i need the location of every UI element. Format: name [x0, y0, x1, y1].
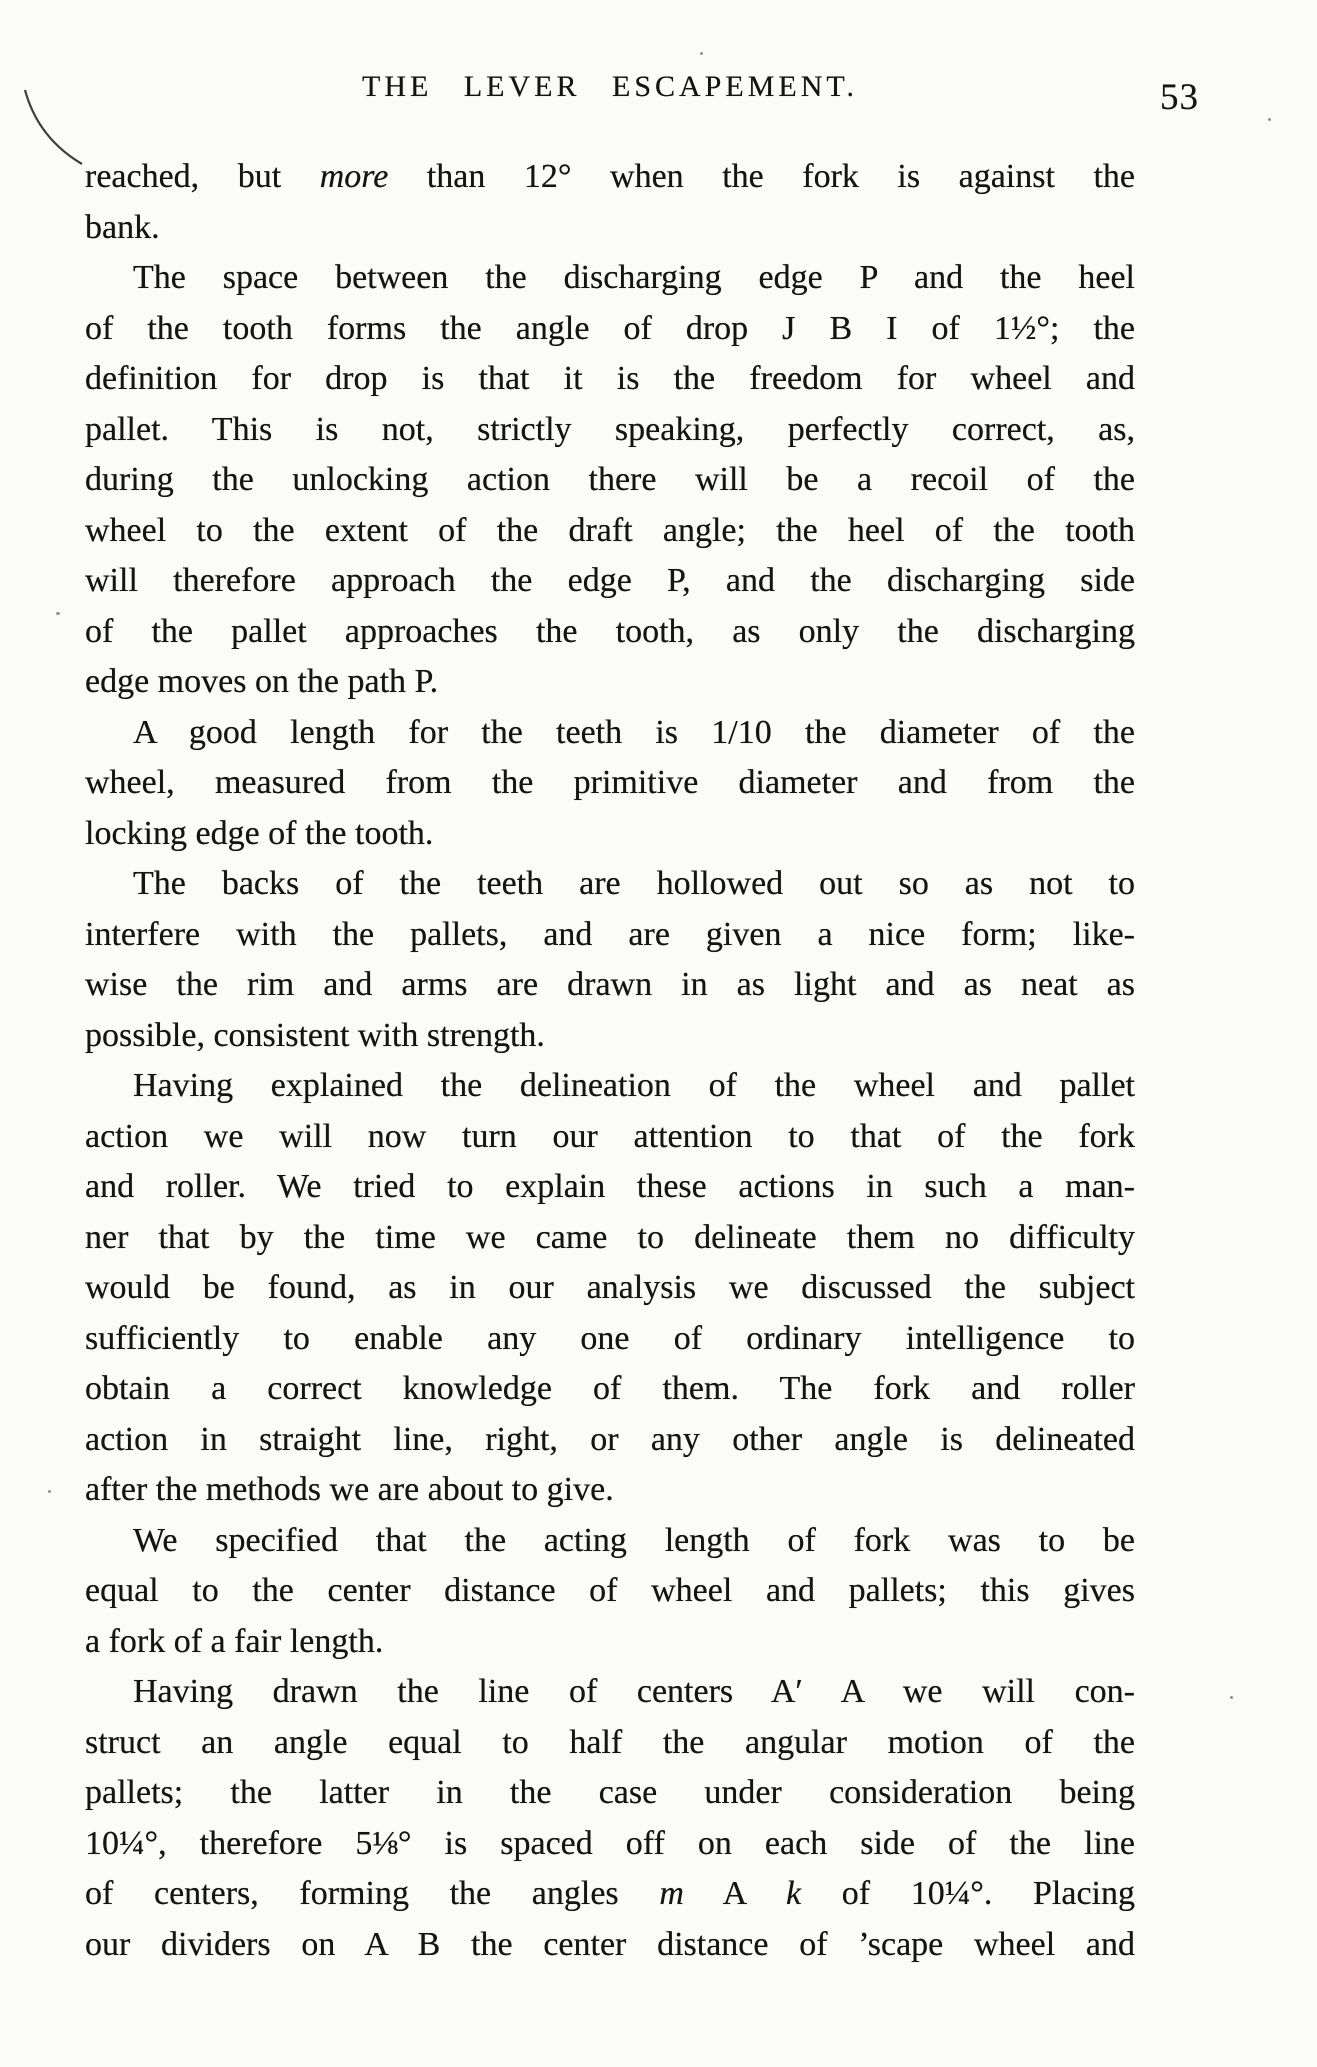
text-run: will therefore approach the edge P, and the discharging side: [85, 562, 1135, 599]
text-run: of centers, forming the angles: [85, 1875, 660, 1912]
text-run: A good length for the teeth is 1/10 the diameter of the: [133, 713, 1135, 751]
text-line: [85, 910, 1135, 961]
text-run: of the tooth forms the angle of drop J B I of 1½°; the: [85, 309, 1135, 347]
text-line: [85, 1718, 1135, 1769]
text-line: [85, 556, 1135, 607]
text-line: [85, 354, 1135, 405]
text-line: [85, 203, 1135, 254]
text-run: wheel to the extent of the draft angle; the heel of the tooth: [85, 511, 1135, 549]
running-header: [85, 70, 1135, 104]
page-body: [85, 152, 1135, 1970]
text-line: [85, 455, 1135, 506]
text-run: The backs of the teeth are hollowed out so as not to: [133, 865, 1135, 902]
text-run: We specified that the acting length of fork was to be: [133, 1521, 1135, 1559]
scan-speck: [48, 1490, 51, 1493]
scan-speck: [700, 52, 703, 55]
text-line: [85, 152, 1135, 203]
text-run: locking edge of the tooth.: [85, 814, 434, 852]
text-line: [85, 253, 1135, 304]
text-line: [85, 1667, 1135, 1718]
italic-text-run: more: [319, 158, 389, 195]
text-line: [85, 1415, 1135, 1466]
text-run: 10¼°, therefore 5⅛° is spaced off on each side of the line: [85, 1824, 1135, 1862]
page-number: 53: [1160, 77, 1199, 118]
text-line: [85, 1566, 1135, 1617]
text-line: [85, 506, 1135, 557]
text-run: of the pallet approaches the tooth, as only the discharging: [85, 612, 1135, 650]
scan-speck: [1268, 118, 1271, 121]
text-line: [85, 960, 1135, 1011]
text-line: [85, 758, 1135, 809]
text-run: and roller. We tried to explain these actions in such a man-: [85, 1168, 1135, 1205]
text-run: ner that by the time we came to delineate them no difficulty: [85, 1218, 1135, 1256]
text-run: wheel, measured from the primitive diameter and from the: [85, 764, 1135, 801]
text-run: sufficiently to enable any one of ordinary intelligence to: [85, 1319, 1135, 1357]
text-run: pallets; the latter in the case under consideration being: [85, 1774, 1135, 1811]
italic-text-run: k: [786, 1875, 802, 1912]
text-run: interfere with the pallets, and are given a nice form; like-: [85, 915, 1135, 953]
text-run: wise the rim and arms are drawn in as light and as neat as: [85, 966, 1135, 1003]
text-run: than 12° when the fork is against the: [388, 158, 1135, 195]
text-line: [85, 1213, 1135, 1264]
text-line: [85, 657, 1135, 708]
text-run: edge moves on the path P.: [85, 663, 439, 700]
text-line: [85, 1162, 1135, 1213]
text-line: [85, 405, 1135, 456]
text-line: [85, 304, 1135, 355]
text-run: possible, consistent with strength.: [85, 1016, 545, 1054]
text-line: [85, 1516, 1135, 1567]
text-line: [85, 1314, 1135, 1365]
text-line: [85, 1869, 1135, 1920]
scan-speck: [56, 612, 60, 615]
text-line: [85, 1920, 1135, 1971]
italic-text-run: m: [659, 1875, 684, 1912]
text-run: Having explained the delineation of the wheel and pallet: [133, 1067, 1135, 1104]
text-line: [85, 1364, 1135, 1415]
text-line: [85, 1263, 1135, 1314]
text-run: would be found, as in our analysis we discussed the subject: [85, 1269, 1135, 1306]
text-run: reached, but: [85, 158, 320, 195]
text-run: definition for drop is that it is the freedom for wheel and: [85, 360, 1135, 397]
text-run: Having drawn the line of centers A′ A we will con-: [133, 1673, 1135, 1710]
text-line: [85, 708, 1135, 759]
text-run: action we will now turn our attention to that of the fork: [85, 1117, 1135, 1155]
text-run: our dividers on A B the center distance of ’scape wheel and: [85, 1925, 1135, 1963]
text-run: The space between the discharging edge P and the heel: [133, 259, 1135, 296]
text-run: a fork of a fair length.: [85, 1622, 384, 1660]
text-run: equal to the center distance of wheel and pallets; this gives: [85, 1572, 1135, 1609]
text-run: of 10¼°. Placing: [801, 1875, 1135, 1912]
text-line: [85, 859, 1135, 910]
text-line: [85, 1112, 1135, 1163]
scan-speck: [1230, 1696, 1233, 1699]
text-run: action in straight line, right, or any other angle is delineated: [85, 1420, 1135, 1458]
text-line: [85, 1819, 1135, 1870]
text-run: obtain a correct knowledge of them. The fork and roller: [85, 1370, 1135, 1407]
text-run: A: [683, 1875, 787, 1912]
text-line: [85, 1768, 1135, 1819]
text-run: bank.: [85, 208, 160, 246]
text-line: [85, 607, 1135, 658]
text-run: after the methods we are about to give.: [85, 1471, 614, 1508]
text-line: [85, 1011, 1135, 1062]
text-line: [85, 1061, 1135, 1112]
text-run: pallet. This is not, strictly speaking, perfectly correct, as,: [85, 410, 1135, 448]
page-title: THE LEVER ESCAPEMENT.: [362, 70, 858, 103]
text-line: [85, 1465, 1135, 1516]
text-run: during the unlocking action there will be a recoil of the: [85, 461, 1135, 498]
text-run: struct an angle equal to half the angular motion of the: [85, 1723, 1135, 1761]
text-line: [85, 1617, 1135, 1668]
text-line: [85, 809, 1135, 860]
